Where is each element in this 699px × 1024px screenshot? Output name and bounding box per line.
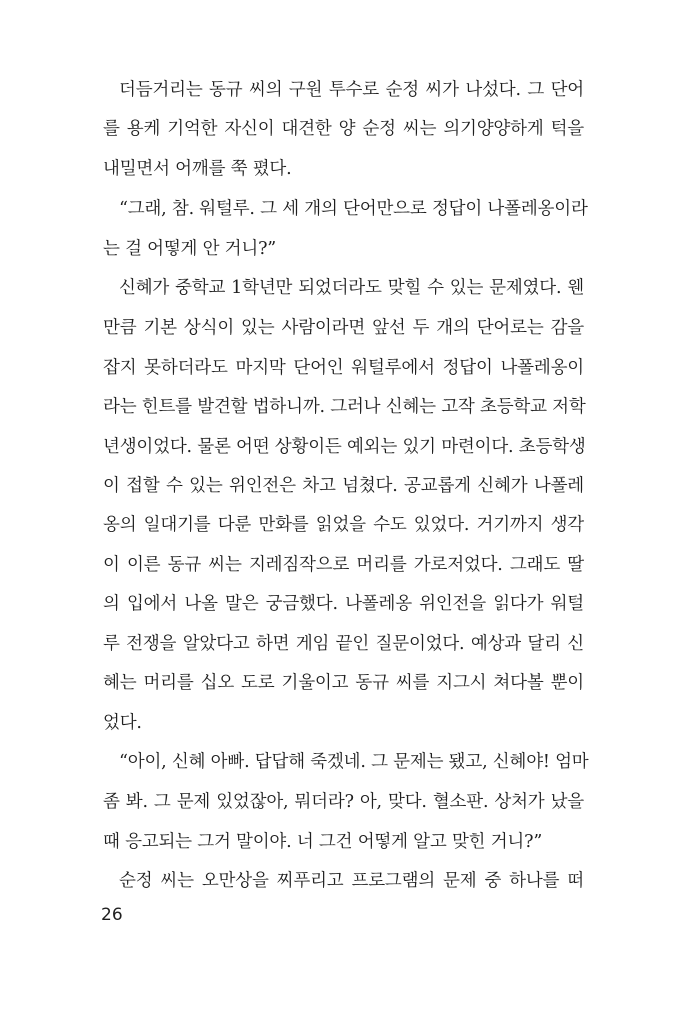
- text-line: 를 용케 기억한 자신이 대견한 양 순정 씨는 의기양양하게 턱을: [103, 119, 584, 139]
- text-line: “그래, 참. 워털루. 그 세 개의 단어만으로 정답이 나폴레옹이라: [119, 199, 588, 219]
- text-line: 혜는 머리를 십오 도로 기울이고 동규 씨를 지그시 쳐다볼 뿐이: [103, 673, 584, 693]
- text-line: 잡지 못하더라도 마지막 단어인 워털루에서 정답이 나폴레옹이: [103, 358, 584, 378]
- text-line: 신혜가 중학교 1학년만 되었더라도 맞힐 수 있는 문제였다. 웬: [119, 278, 584, 298]
- page-number: 26: [101, 905, 123, 925]
- text-line: 의 입에서 나올 말은 궁금했다. 나폴레옹 위인전을 읽다가 워털: [103, 594, 584, 614]
- text-line: 더듬거리는 동규 씨의 구원 투수로 순정 씨가 나섰다. 그 단어: [119, 80, 584, 100]
- text-line: 때 응고되는 그거 말이야. 너 그건 어떻게 알고 맞힌 거니?”: [103, 832, 543, 852]
- text-line: 는 걸 어떻게 안 거니?”: [103, 239, 277, 259]
- text-line: 이 접할 수 있는 위인전은 차고 넘쳤다. 공교롭게 신혜가 나폴레: [103, 476, 584, 496]
- text-line: 옹의 일대기를 다룬 만화를 읽었을 수도 있었다. 거기까지 생각: [103, 515, 584, 535]
- text-line: 년생이었다. 물론 어떤 상황이든 예외는 있기 마련이다. 초등학생: [103, 437, 586, 457]
- text-line: 었다.: [103, 713, 142, 733]
- text-line: 내밀면서 어깨를 쭉 폈다.: [103, 159, 292, 179]
- text-line: “아이, 신혜 아빠. 답답해 죽겠네. 그 문제는 됐고, 신혜야! 엄마: [119, 752, 589, 772]
- text-line: 이 이른 동규 씨는 지레짐작으로 머리를 가로저었다. 그래도 딸: [103, 555, 584, 575]
- text-line: 루 전쟁을 알았다고 하면 게임 끝인 질문이었다. 예상과 달리 신: [103, 634, 584, 654]
- text-line: 라는 힌트를 발견할 법하니까. 그러나 신혜는 고작 초등학교 저학: [103, 397, 586, 417]
- text-line: 만큼 기본 상식이 있는 사람이라면 앞선 두 개의 단어로는 감을: [103, 318, 584, 338]
- text-line: 좀 봐. 그 문제 있었잖아, 뭐더라? 아, 맞다. 혈소판. 상처가 났을: [103, 792, 584, 812]
- text-line: 순정 씨는 오만상을 찌푸리고 프로그램의 문제 중 하나를 떠: [119, 871, 584, 891]
